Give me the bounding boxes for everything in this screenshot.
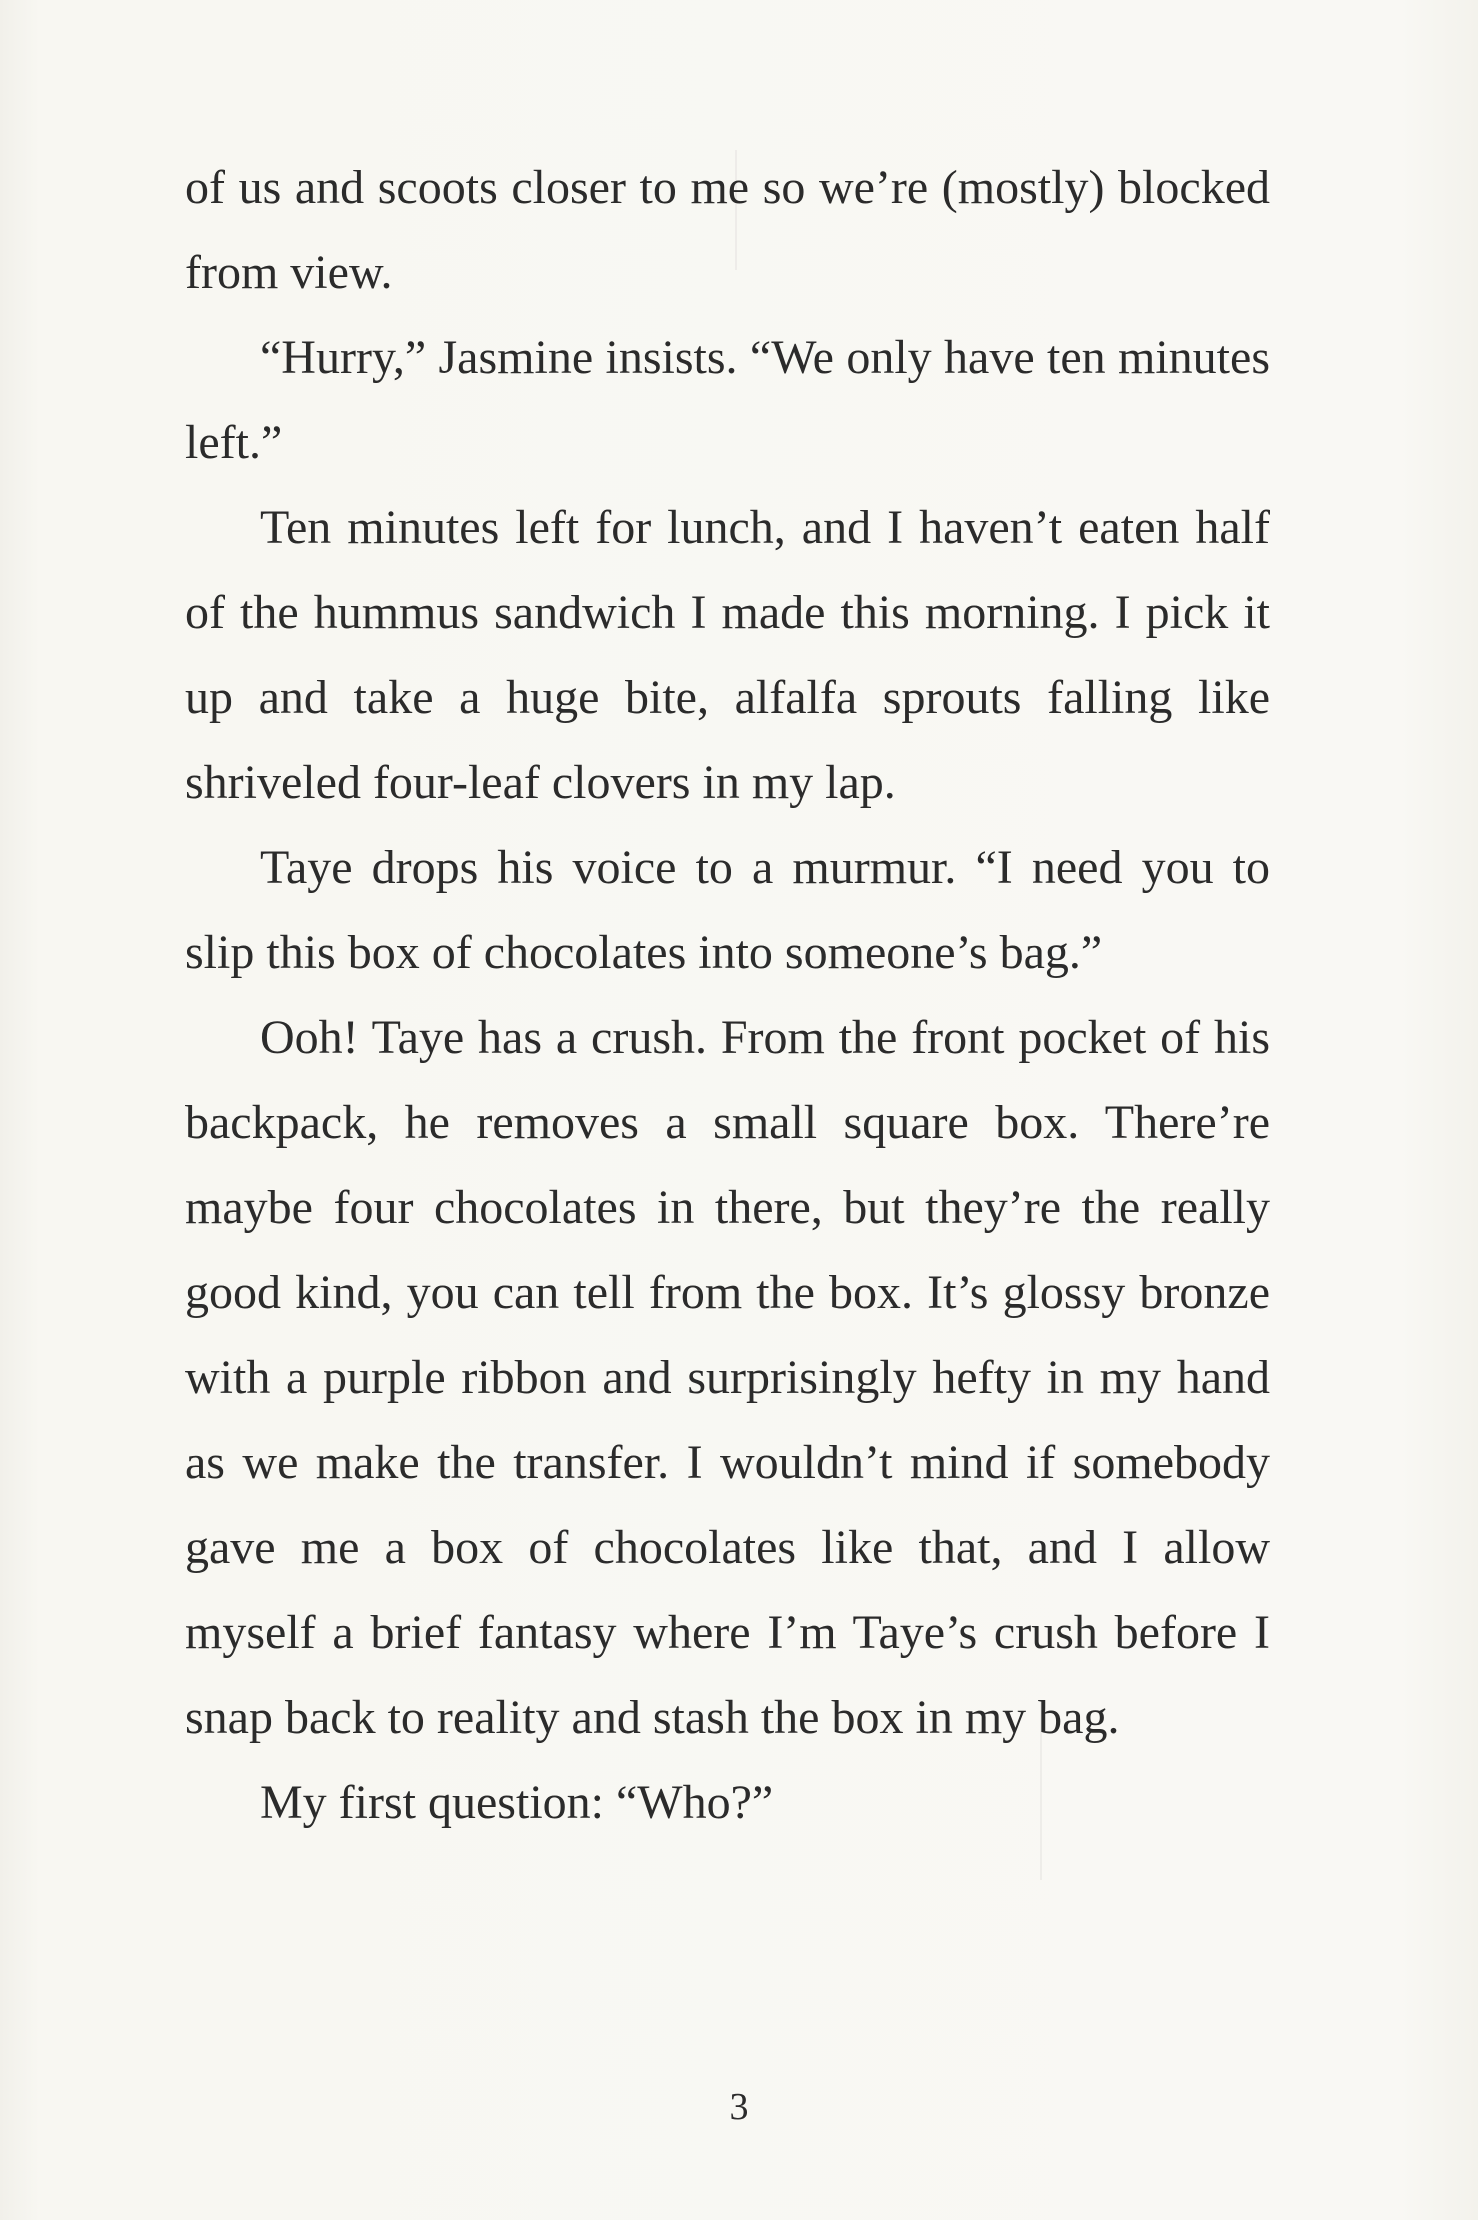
paragraph-5: Ooh! Taye has a crush. From the front pocket of his backpack, he removes a small square box. There’re maybe four chocolates in there, but they’re the really good kind, you can tell from the box. It’s glossy bronze with a purple ribbon and surprisingly hefty in my hand as we make the transfer. I wouldn’t mind if somebody gave me a box of chocolates like that, and I allow myself a brief fantasy where I’m Taye’s crush before I snap back to reality and stash the box in my bag. xyxy=(185,1011,1270,1744)
paragraph-1: of us and scoots closer to me so we’re (mostly) blocked from view. xyxy=(185,161,1270,299)
paragraph-6: My first question: “Who?” xyxy=(260,1776,774,1829)
paragraph-3: Ten minutes left for lunch, and I haven’t eaten half of the hummus sandwich I made this morning. I pick it up and take a huge bite, alfalfa sprouts falling like shriveled four-leaf clovers in my lap. xyxy=(185,501,1270,809)
paragraph-2: “Hurry,” Jasmine insists. “We only have ten minutes left.” xyxy=(185,331,1270,469)
body-text xyxy=(185,145,1270,1845)
page-number: 3 xyxy=(729,2086,749,2128)
paragraph-4: Taye drops his voice to a murmur. “I need you to slip this box of chocolates into someone’s bag.” xyxy=(185,841,1270,979)
